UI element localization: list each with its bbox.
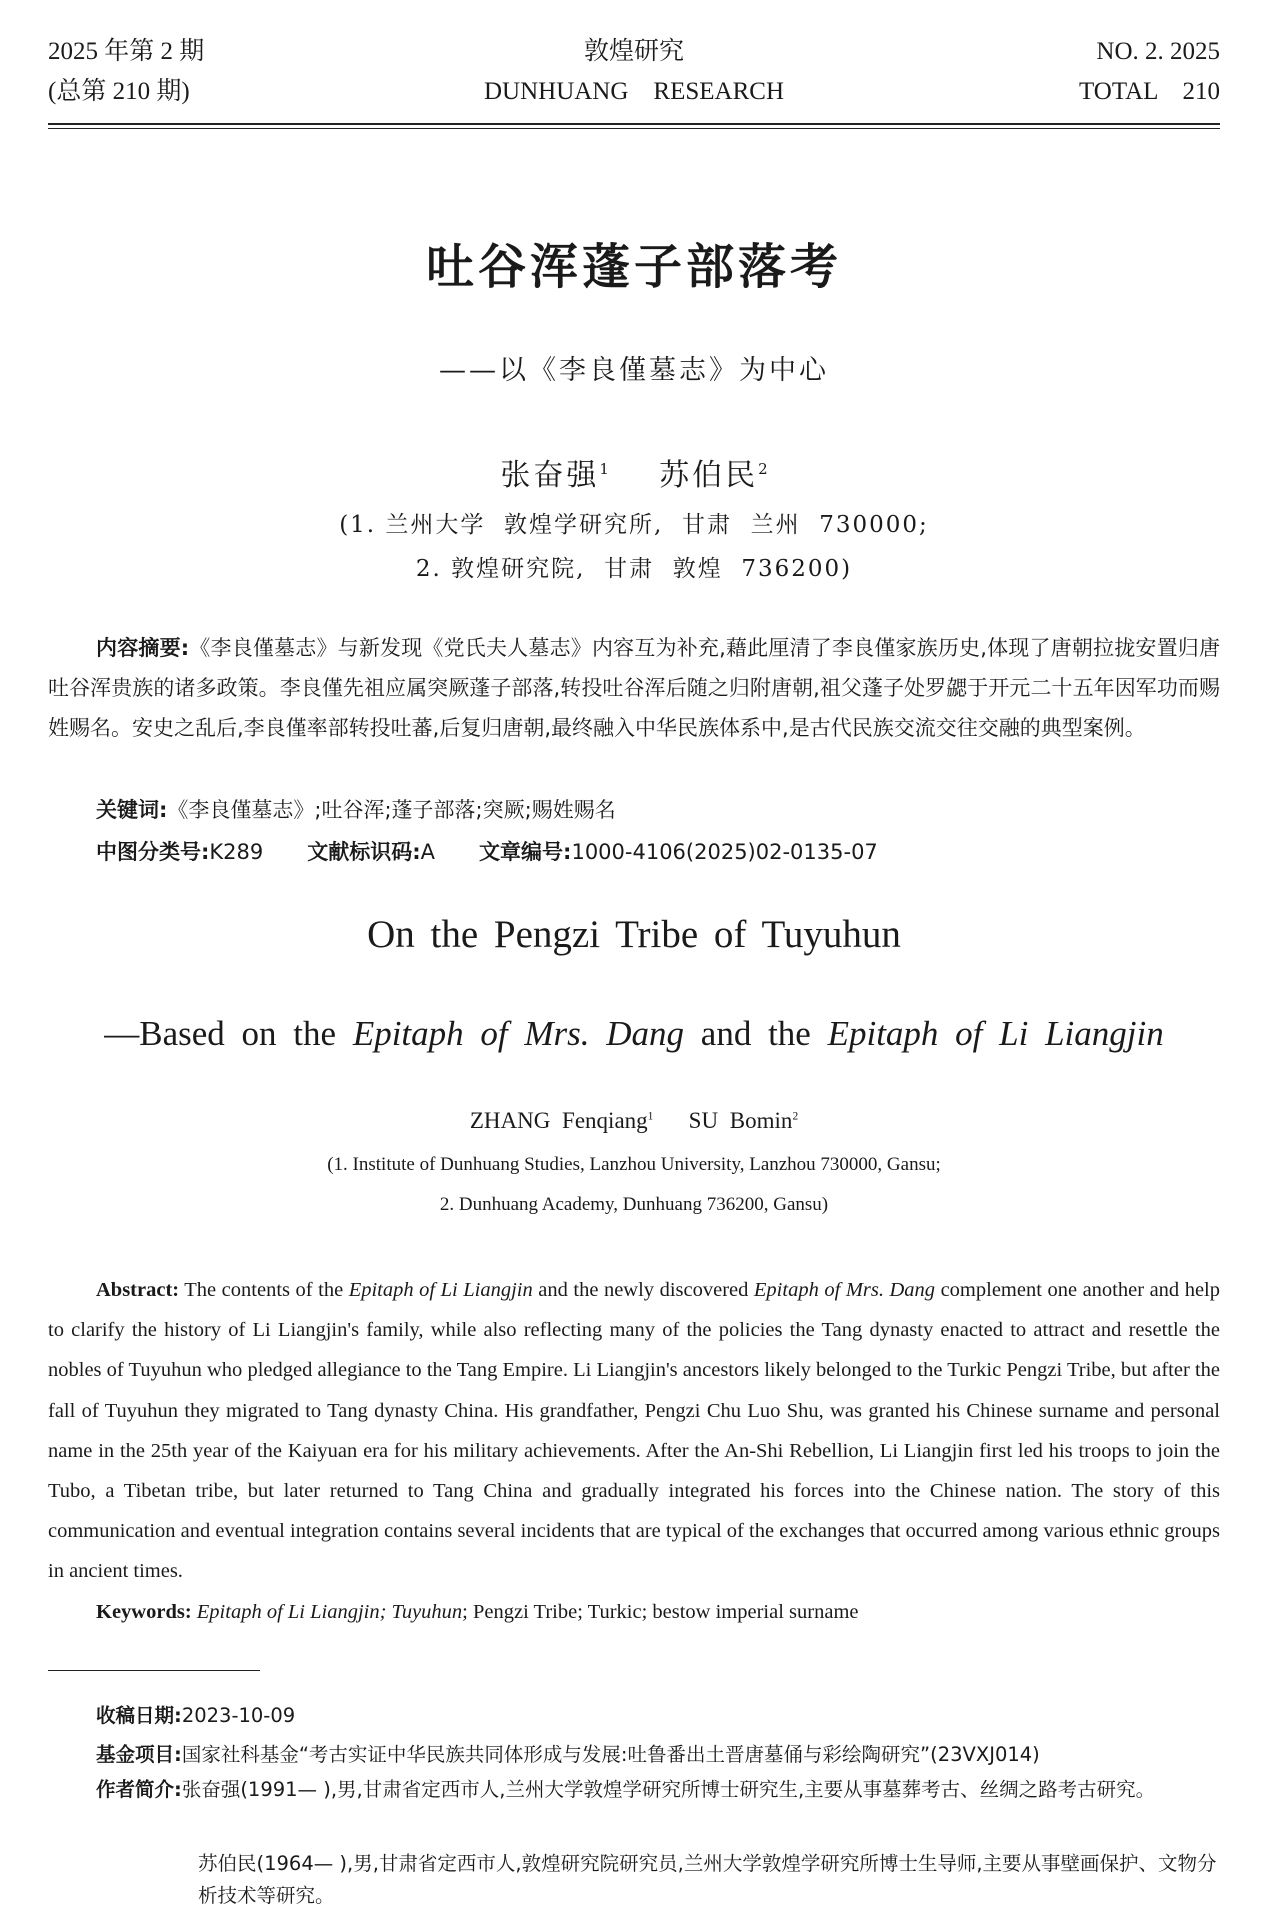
fund-label: 基金项目: <box>96 1743 182 1766</box>
abstract-en <box>48 1270 1220 1592</box>
total-en: TOTAL 210 <box>1078 78 1220 105</box>
affiliation-zh-2: 2. 敦煌研究院, 甘肃 敦煌 736200) <box>415 556 853 582</box>
abstract-en-part-3: complement one another and help to clarify the history of Li Liangjin's family, while also reflecting many of the policies the Tang dynasty enacted to attract and resettle the nobles of Tuyuhun who pledged allegiance to the Tang Empire. Li Liangjin's ancestors likely belonged to the Turkic Pengzi Tribe, but after the fall of Tuyuhun they migrated to Tang dynasty China. His grandfather, Pengzi Chu Luo Shu, was granted his Chinese surname and personal name in the 25th year of the Kaiyuan era for his military achievements. After the An-Shi Rebellion, Li Liangjin first led his troops to join the Tubo, a Tibetan tribe, but later returned to Tang China and gradually integrated his forces into the Chinese nation. The story of this communication and eventual integration contains several incidents that are typical of the exchanges that occurred among various ethnic groups in ancient times. <box>48 1279 1220 1583</box>
subtitle-en-pre: —Based on the <box>104 1014 353 1053</box>
subtitle-en-italic-2: Epitaph of Li Liangjin <box>827 1014 1164 1053</box>
classification-zh <box>96 832 1220 872</box>
author1-zh-sup: 1 <box>599 460 609 478</box>
total-zh: (总第 210 期) <box>48 78 190 105</box>
author2-en-sup: 2 <box>792 1110 799 1123</box>
authors-zh <box>48 450 1220 494</box>
title-zh: 吐谷浑蓬子部落考 <box>425 239 842 295</box>
header-center <box>48 32 1220 112</box>
author2-en: SU Bomin <box>688 1108 793 1133</box>
author1-en: ZHANG Fenqiang <box>469 1108 648 1133</box>
keywords-zh-text: 《李良僅墓志》;吐谷浑;蓬子部落;突厥;赐姓赐名 <box>167 798 616 822</box>
affiliation-zh-1: (1. 兰州大学 敦煌学研究所, 甘肃 兰州 730000; <box>339 512 929 538</box>
keywords-zh <box>96 790 1220 830</box>
author2-zh-sup: 2 <box>758 460 768 478</box>
footnote-bio-2: 苏伯民(1964— ),男,甘肃省定西市人,敦煌研究院研究员,兰州大学敦煌学研究所博士生导师,主要从事壁画保护、文物分析技术等研究。 <box>198 1852 1217 1907</box>
keywords-en-italic: Epitaph of Li Liangjin; Tuyuhun <box>191 1601 463 1623</box>
footnote-received <box>96 1700 1220 1732</box>
abstract-en-italic-1: Epitaph of Li Liangjin <box>348 1279 533 1301</box>
affiliation-en-2: 2. Dunhuang Academy, Dunhuang 736200, Gansu) <box>439 1194 829 1215</box>
header-right <box>1079 32 1220 112</box>
journal-zh: 敦煌研究 <box>583 38 684 65</box>
abstract-zh-text: 《李良僅墓志》与新发现《党氏夫人墓志》内容互为补充,藉此厘清了李良僅家族历史,体现了唐朝拉拢安置归唐吐谷浑贵族的诸多政策。李良僅先祖应属突厥蓬子部落,转投吐谷浑后随之归附唐朝,祖父蓬子处罗勰于开元二十五年因军功而赐姓赐名。安史之乱后,李良僅率部转投吐蕃,后复归唐朝,最终融入中华民族体系中,是古代民族交流交往交融的典型案例。 <box>48 636 1220 740</box>
subtitle-en-italic-1: Epitaph of Mrs. Dang <box>352 1014 685 1053</box>
abstract-en-italic-2: Epitaph of Mrs. Dang <box>753 1279 936 1301</box>
journal-en: DUNHUANG RESEARCH <box>483 78 784 105</box>
keywords-en-label: Keywords: <box>96 1601 192 1623</box>
abstract-zh <box>48 628 1220 748</box>
bio-1: 张奋强(1991— ),男,甘肃省定西市人,兰州大学敦煌学研究所博士研究生,主要从事墓葬考古、丝绸之路考古研究。 <box>181 1778 1156 1801</box>
clc-label: 中图分类号: <box>96 840 210 864</box>
subtitle-en-mid: and the <box>684 1014 828 1053</box>
authors-en <box>48 1108 1220 1134</box>
author1-zh: 张奋强 <box>500 458 600 493</box>
received-label: 收稿日期: <box>96 1704 182 1727</box>
abstract-zh-label: 内容摘要: <box>96 636 190 660</box>
footnote-bio <box>96 1774 1220 1806</box>
issue-zh: 2025 年第 2 期 <box>48 38 205 65</box>
clc-value: K289 <box>209 840 264 864</box>
header-rule-thick <box>48 123 1220 125</box>
running-header <box>48 32 1220 112</box>
footnote-fund <box>96 1739 1220 1771</box>
abstract-en-label: Abstract: <box>96 1279 180 1301</box>
keywords-en-rest: ; Pengzi Tribe; Turkic; bestow imperial surname <box>462 1601 859 1623</box>
doccode-value: A <box>420 840 436 864</box>
author2-zh: 苏伯民 <box>659 458 759 493</box>
affiliation-en-1: (1. Institute of Dunhuang Studies, Lanzhou University, Lanzhou 730000, Gansu; <box>327 1154 941 1175</box>
header-rule-thin <box>48 128 1220 129</box>
abstract-en-part-2: and the newly discovered <box>532 1279 754 1301</box>
subtitle-zh: ——以《李良僅墓志》为中心 <box>439 355 829 386</box>
abstract-en-part-1: The contents of the <box>179 1279 349 1301</box>
keywords-en <box>96 1592 1220 1632</box>
subtitle-en <box>48 1014 1220 1054</box>
title-en: On the Pengzi Tribe of Tuyuhun <box>367 913 901 956</box>
footnote-rule <box>48 1670 260 1671</box>
author1-en-sup: 1 <box>647 1110 654 1123</box>
keywords-zh-label: 关键词: <box>96 798 168 822</box>
article-no-label: 文章编号: <box>479 840 572 864</box>
received-value: 2023-10-09 <box>181 1704 296 1727</box>
fund-value: 国家社科基金“考古实证中华民族共同体形成与发展:吐鲁番出土晋唐墓俑与彩绘陶研究”(23VXJ014) <box>181 1743 1040 1766</box>
doccode-label: 文献标识码: <box>307 840 421 864</box>
bio-label: 作者简介: <box>96 1778 182 1801</box>
issue-en: NO. 2. 2025 <box>1096 38 1220 65</box>
article-no-value: 1000-4106(2025)02-0135-07 <box>571 840 878 864</box>
